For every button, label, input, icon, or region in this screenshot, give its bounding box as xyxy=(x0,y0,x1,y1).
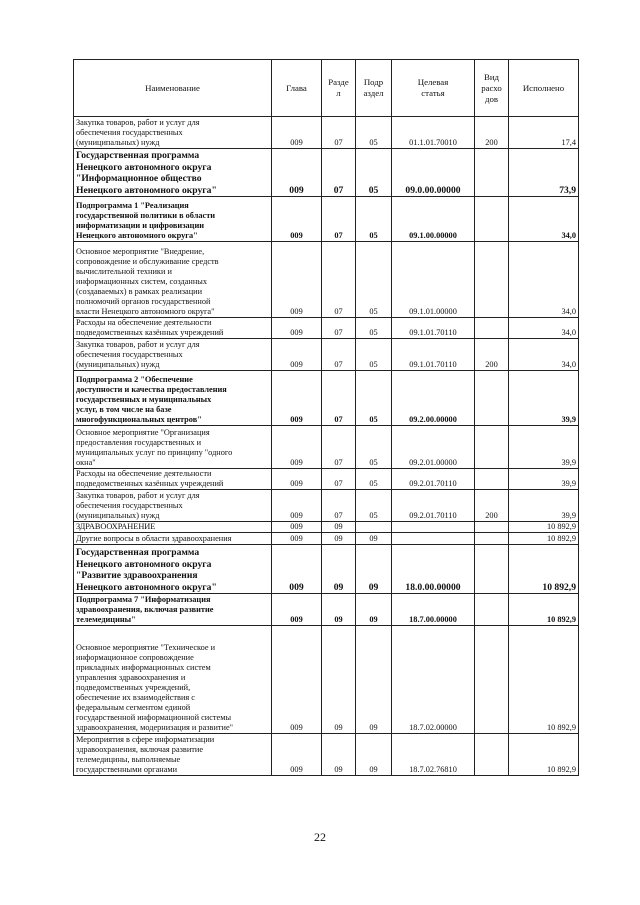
row-name-cell: Основное мероприятие "Техническое и информационное сопровождение прикладных информационных систем управления здравоохранения и подведомственных учреждений, обеспечение их взаимодействия с федеральным сегментом единой государственной информационной системы здравоохранения, модернизация и развитие" xyxy=(74,626,272,734)
row-subsection-cell: 05 xyxy=(356,469,392,490)
page-number: 22 xyxy=(314,830,326,844)
header-subsection: Подр аздел xyxy=(356,60,392,117)
row-target-article-cell xyxy=(392,522,475,533)
table-row xyxy=(74,545,579,594)
table-row xyxy=(74,533,579,545)
row-executed-cell: 39,9 xyxy=(509,426,579,469)
row-section-cell: 07 xyxy=(322,469,356,490)
row-section-cell: 07 xyxy=(322,318,356,339)
row-subsection-cell xyxy=(356,522,392,533)
row-subsection-cell: 09 xyxy=(356,594,392,626)
header-expense-type: Вид расхо дов xyxy=(475,60,509,117)
row-name-cell: Закупка товаров, работ и услуг для обеспечения государственных (муниципальных) нужд xyxy=(74,490,272,522)
table-row xyxy=(74,426,579,469)
row-subsection-cell: 05 xyxy=(356,318,392,339)
row-executed-cell: 10 892,9 xyxy=(509,626,579,734)
header-executed: Исполнено xyxy=(509,60,579,117)
row-section-cell: 07 xyxy=(322,490,356,522)
row-section-cell: 09 xyxy=(322,522,356,533)
row-name-cell: Расходы на обеспечение деятельности подведомственных казённых учреждений xyxy=(74,469,272,490)
row-executed-cell: 39,9 xyxy=(509,490,579,522)
row-subsection-cell: 05 xyxy=(356,242,392,318)
header-target-article: Целевая статья xyxy=(392,60,475,117)
row-target-article-cell: 18.7.02.76810 xyxy=(392,734,475,776)
row-section-cell: 07 xyxy=(322,197,356,242)
row-section-cell: 09 xyxy=(322,734,356,776)
row-expense-type-cell xyxy=(475,626,509,734)
row-chapter-cell: 009 xyxy=(272,339,322,371)
table-row xyxy=(74,242,579,318)
row-subsection-cell: 05 xyxy=(356,371,392,426)
row-chapter-cell: 009 xyxy=(272,626,322,734)
budget-execution-table xyxy=(73,59,579,776)
row-subsection-cell: 09 xyxy=(356,545,392,594)
row-executed-cell: 73,9 xyxy=(509,149,579,197)
table-header-row xyxy=(74,60,579,117)
row-executed-cell: 39,9 xyxy=(509,371,579,426)
row-subsection-cell: 05 xyxy=(356,339,392,371)
table-row xyxy=(74,734,579,776)
row-name-cell: Другие вопросы в области здравоохранения xyxy=(74,533,272,545)
row-chapter-cell: 009 xyxy=(272,490,322,522)
row-section-cell: 09 xyxy=(322,626,356,734)
row-chapter-cell: 009 xyxy=(272,149,322,197)
row-target-article-cell: 09.0.00.00000 xyxy=(392,149,475,197)
row-section-cell: 09 xyxy=(322,545,356,594)
row-section-cell: 09 xyxy=(322,533,356,545)
row-target-article-cell: 18.0.00.00000 xyxy=(392,545,475,594)
row-executed-cell: 34,0 xyxy=(509,339,579,371)
table-row xyxy=(74,469,579,490)
row-name-cell: Мероприятия в сфере информатизации здравоохранения, включая развитие телемедицины, выполняемые государственными органами xyxy=(74,734,272,776)
row-chapter-cell: 009 xyxy=(272,734,322,776)
row-name-cell: Подпрограмма 7 "Информатизация здравоохранения, включая развитие телемедицины" xyxy=(74,594,272,626)
row-subsection-cell: 05 xyxy=(356,149,392,197)
row-subsection-cell: 09 xyxy=(356,533,392,545)
row-expense-type-cell xyxy=(475,318,509,339)
row-executed-cell: 39,9 xyxy=(509,469,579,490)
row-target-article-cell: 18.7.00.00000 xyxy=(392,594,475,626)
row-chapter-cell: 009 xyxy=(272,318,322,339)
row-name-cell: Расходы на обеспечение деятельности подведомственных казённых учреждений xyxy=(74,318,272,339)
row-executed-cell: 34,0 xyxy=(509,318,579,339)
row-expense-type-cell: 200 xyxy=(475,117,509,149)
row-executed-cell: 10 892,9 xyxy=(509,734,579,776)
header-name: Наименование xyxy=(74,60,272,117)
row-expense-type-cell xyxy=(475,149,509,197)
row-name-cell: Подпрограмма 2 "Обеспечение доступности и качества предоставления государственных и муниципальных услуг, в том числе на базе многофункциональных центров" xyxy=(74,371,272,426)
row-name-cell: Подпрограмма 1 "Реализация государственной политики в области информатизации и цифровизации Ненецкого автономного округа" xyxy=(74,197,272,242)
row-executed-cell: 34,0 xyxy=(509,197,579,242)
row-target-article-cell: 09.2.00.00000 xyxy=(392,371,475,426)
row-expense-type-cell xyxy=(475,197,509,242)
row-target-article-cell: 01.1.01.70010 xyxy=(392,117,475,149)
row-chapter-cell: 009 xyxy=(272,469,322,490)
row-chapter-cell: 009 xyxy=(272,545,322,594)
row-chapter-cell: 009 xyxy=(272,522,322,533)
row-name-cell: Основное мероприятие "Внедрение, сопровождение и обслуживание средств вычислительной техники и информационных систем, созданных (создаваемых) в рамках реализации полномочий органов государственной власти Ненецкого автономного округа" xyxy=(74,242,272,318)
row-subsection-cell: 05 xyxy=(356,490,392,522)
row-target-article-cell: 09.1.01.00000 xyxy=(392,242,475,318)
row-name-cell: Основное мероприятие "Организация предоставления государственных и муниципальных услуг по принципу "одного окна" xyxy=(74,426,272,469)
row-name-cell: Государственная программа Ненецкого автономного округа "Развитие здравоохранения Ненецкого автономного округа" xyxy=(74,545,272,594)
header-section: Разде л xyxy=(322,60,356,117)
row-executed-cell: 10 892,9 xyxy=(509,533,579,545)
row-expense-type-cell xyxy=(475,469,509,490)
table-row xyxy=(74,197,579,242)
table-body xyxy=(74,117,579,776)
row-target-article-cell: 09.1.00.00000 xyxy=(392,197,475,242)
row-expense-type-cell: 200 xyxy=(475,490,509,522)
row-section-cell: 07 xyxy=(322,426,356,469)
row-section-cell: 07 xyxy=(322,371,356,426)
row-chapter-cell: 009 xyxy=(272,533,322,545)
table-row xyxy=(74,371,579,426)
row-chapter-cell: 009 xyxy=(272,197,322,242)
row-expense-type-cell xyxy=(475,545,509,594)
row-name-cell: Закупка товаров, работ и услуг для обеспечения государственных (муниципальных) нужд xyxy=(74,339,272,371)
row-expense-type-cell xyxy=(475,533,509,545)
row-section-cell: 09 xyxy=(322,594,356,626)
row-section-cell: 07 xyxy=(322,149,356,197)
row-target-article-cell: 09.2.01.70110 xyxy=(392,490,475,522)
row-target-article-cell: 09.1.01.70110 xyxy=(392,339,475,371)
row-expense-type-cell: 200 xyxy=(475,339,509,371)
row-executed-cell: 34,0 xyxy=(509,242,579,318)
header-chapter: Глава xyxy=(272,60,322,117)
row-target-article-cell: 18.7.02.00000 xyxy=(392,626,475,734)
row-subsection-cell: 09 xyxy=(356,626,392,734)
row-chapter-cell: 009 xyxy=(272,371,322,426)
row-chapter-cell: 009 xyxy=(272,426,322,469)
row-section-cell: 07 xyxy=(322,117,356,149)
row-executed-cell: 17,4 xyxy=(509,117,579,149)
row-executed-cell: 10 892,9 xyxy=(509,594,579,626)
table-row xyxy=(74,522,579,533)
row-target-article-cell xyxy=(392,533,475,545)
row-section-cell: 07 xyxy=(322,339,356,371)
row-section-cell: 07 xyxy=(322,242,356,318)
row-target-article-cell: 09.2.01.70110 xyxy=(392,469,475,490)
table-row xyxy=(74,149,579,197)
row-subsection-cell: 09 xyxy=(356,734,392,776)
row-expense-type-cell xyxy=(475,426,509,469)
table-row xyxy=(74,318,579,339)
row-chapter-cell: 009 xyxy=(272,594,322,626)
table-row xyxy=(74,626,579,734)
row-chapter-cell: 009 xyxy=(272,117,322,149)
row-expense-type-cell xyxy=(475,734,509,776)
row-expense-type-cell xyxy=(475,242,509,318)
row-name-cell: Закупка товаров, работ и услуг для обеспечения государственных (муниципальных) нужд xyxy=(74,117,272,149)
row-executed-cell: 10 892,9 xyxy=(509,545,579,594)
row-expense-type-cell xyxy=(475,594,509,626)
row-executed-cell: 10 892,9 xyxy=(509,522,579,533)
table-row xyxy=(74,117,579,149)
row-expense-type-cell xyxy=(475,371,509,426)
row-expense-type-cell xyxy=(475,522,509,533)
row-chapter-cell: 009 xyxy=(272,242,322,318)
row-subsection-cell: 05 xyxy=(356,426,392,469)
row-name-cell: ЗДРАВООХРАНЕНИЕ xyxy=(74,522,272,533)
table-row xyxy=(74,339,579,371)
row-subsection-cell: 05 xyxy=(356,197,392,242)
row-target-article-cell: 09.2.01.00000 xyxy=(392,426,475,469)
table-row xyxy=(74,490,579,522)
row-target-article-cell: 09.1.01.70110 xyxy=(392,318,475,339)
table-row xyxy=(74,594,579,626)
row-name-cell: Государственная программа Ненецкого автономного округа "Информационное общество Ненецкого автономного округа" xyxy=(74,149,272,197)
row-subsection-cell: 05 xyxy=(356,117,392,149)
